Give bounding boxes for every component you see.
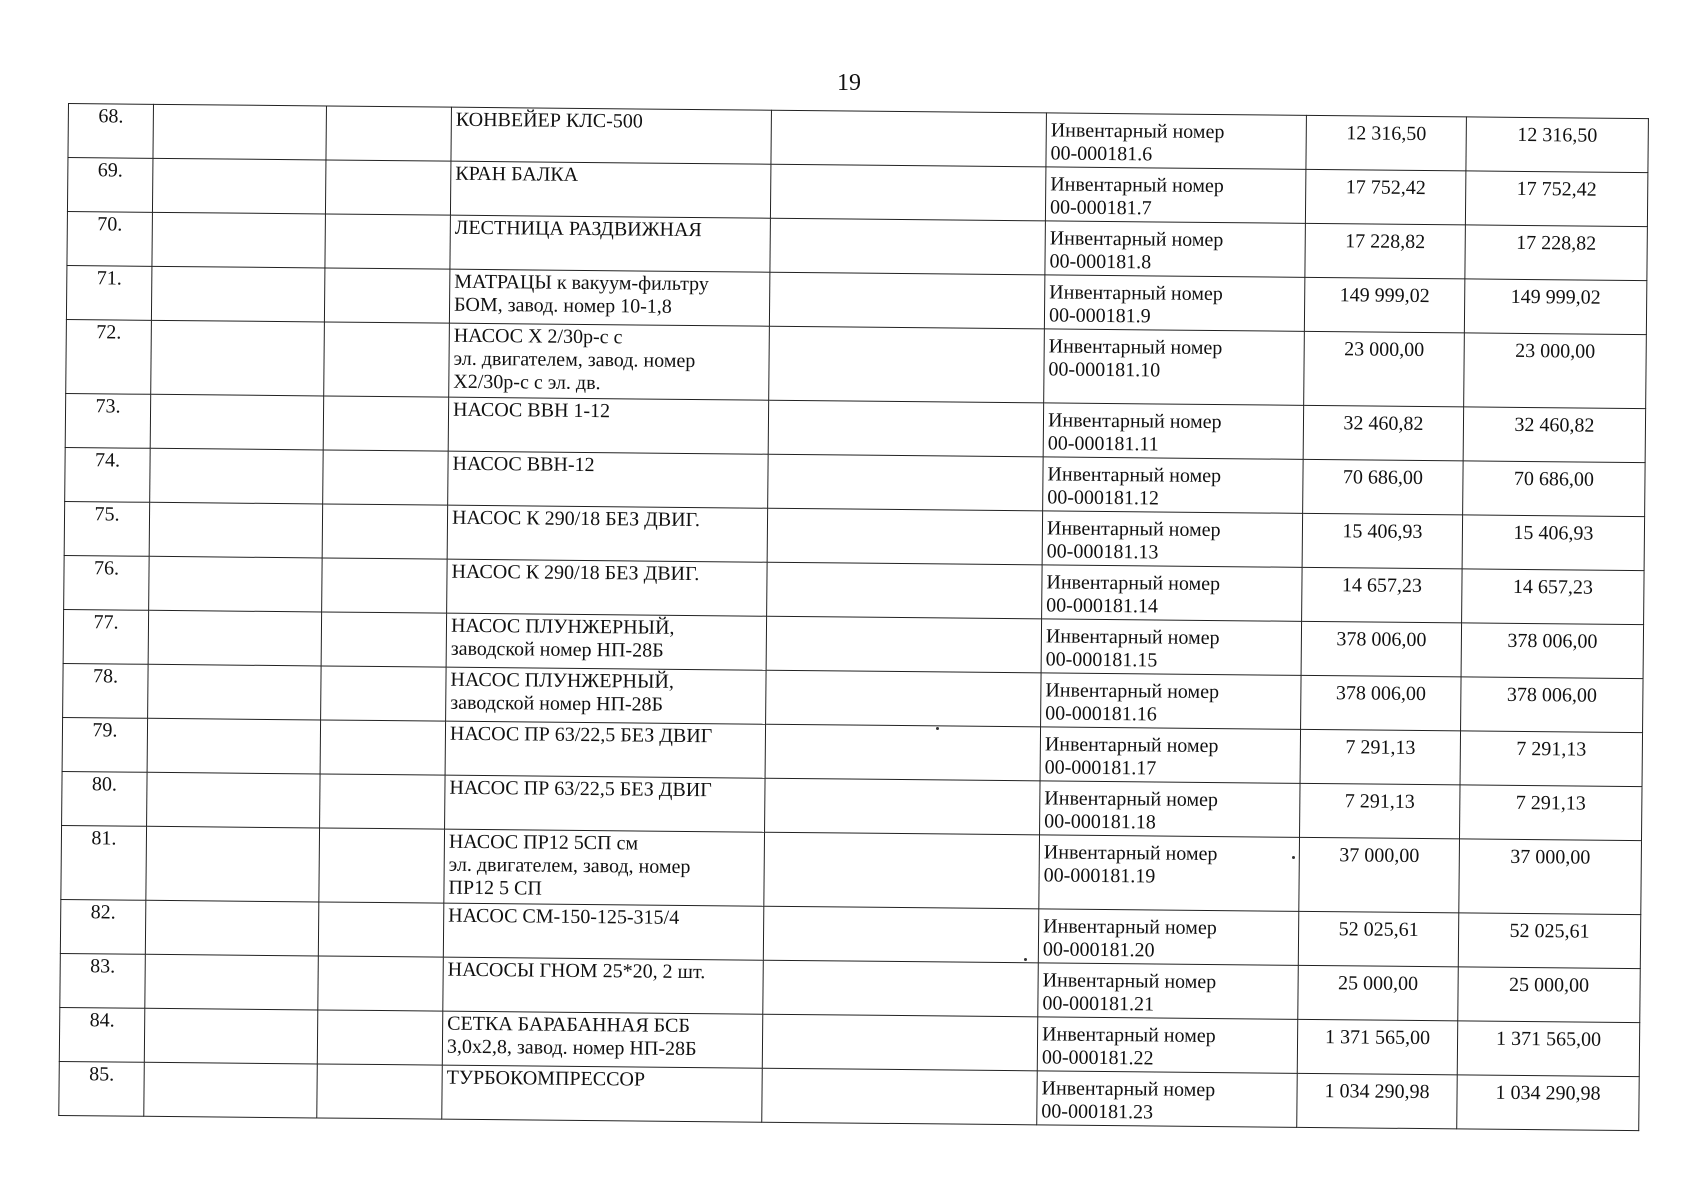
item-name-line: НАСОС Х 2/30р-с с [453,324,623,349]
inventory-cell [1038,909,1299,965]
empty-cell [768,400,1044,457]
empty-cell [153,104,327,160]
item-name-cell [442,1065,763,1122]
inventory-label: Инвентарный номер [1043,915,1217,940]
empty-cell [766,670,1042,727]
empty-cell [322,504,448,559]
empty-cell [321,666,447,721]
inventory-number: 00-000181.20 [1042,938,1155,962]
item-name-line: ПР12 5 СП [448,876,542,900]
scan-speck [936,727,939,730]
empty-cell [147,772,321,828]
item-name-line: НАСОС ПЛУНЖЕРНЫЙ, [450,614,675,639]
empty-cell [325,214,451,269]
amount-total-cell: 12 316,50 [1466,117,1649,173]
item-name-line: НАСОС ВВН 1-12 [452,398,611,423]
amount-cell: 378 006,00 [1301,621,1462,677]
row-number-cell: 76. [64,555,150,610]
row-number-cell: 69. [67,158,153,213]
amount-cell: 378 006,00 [1301,675,1462,731]
amount-total-cell: 149 999,02 [1464,279,1647,335]
item-name-line: эл. двигателем, завод, номер [448,853,691,879]
empty-cell [151,320,325,396]
row-number-cell: 70. [67,211,153,266]
row-number-cell: 85. [59,1061,145,1116]
item-name-line: НАСОСЫ ГНОМ 25*20, 2 шт. [447,958,706,984]
empty-cell [148,664,322,720]
amount-total-cell: 378 006,00 [1461,677,1644,733]
item-name-cell [442,1011,763,1068]
amount-cell: 32 460,82 [1303,405,1464,461]
inventory-cell [1043,457,1304,513]
amount-cell: 17 752,42 [1305,169,1466,225]
item-name-cell [443,903,764,960]
amount-cell: 70 686,00 [1303,459,1464,515]
inventory-label: Инвентарный номер [1050,173,1224,198]
scan-speck [1024,958,1027,961]
inventory-cell [1044,275,1305,331]
item-name-line: НАСОС К 290/18 БЕЗ ДВИГ. [451,560,700,586]
empty-cell [318,902,444,957]
item-name-line: Х2/30р-с с эл. дв. [453,370,601,395]
inventory-number: 00-000181.12 [1047,486,1160,510]
empty-cell [770,218,1046,275]
empty-cell [152,158,326,214]
empty-cell [317,1064,443,1119]
empty-cell [765,778,1041,835]
inventory-cell [1041,673,1302,729]
item-name-line: ТУРБОКОМПРЕССОР [446,1066,646,1091]
inventory-label: Инвентарный номер [1049,281,1223,306]
amount-total-cell: 378 006,00 [1461,623,1644,679]
amount-cell: 149 999,02 [1304,277,1465,333]
empty-cell [767,562,1043,619]
inventory-cell [1046,113,1307,169]
item-name-cell [443,957,764,1014]
inventory-number: 00-000181.16 [1045,702,1157,726]
inventory-label: Инвентарный номер [1045,625,1220,650]
empty-cell [326,106,452,161]
amount-total-cell: 17 752,42 [1465,171,1648,227]
amount-cell: 25 000,00 [1298,965,1459,1021]
item-name-line: ЛЕСТНИЦА РАЗДВИЖНАЯ [454,216,702,242]
item-name-cell [445,775,766,832]
amount-total-cell: 1 034 290,98 [1457,1075,1640,1131]
amount-cell: 1 034 290,98 [1297,1073,1458,1129]
item-name-cell [449,269,770,326]
row-number-cell: 78. [63,663,149,718]
item-name-cell [450,161,771,218]
empty-cell [150,448,324,504]
inventory-cell [1037,1071,1298,1127]
empty-cell [148,610,322,666]
inventory-cell [1044,329,1305,405]
item-name-line: БОМ, завод. номер 10-1,8 [453,293,672,318]
amount-total-cell: 17 228,82 [1465,225,1648,281]
item-name-line: НАСОС ВВН-12 [452,452,595,477]
inventory-number: 00-000181.14 [1046,594,1158,618]
row-number-cell: 81. [61,825,147,900]
amount-cell: 7 291,13 [1300,729,1461,785]
row-number-cell: 80. [62,771,148,826]
inventory-cell [1039,835,1300,911]
inventory-cell [1042,511,1303,567]
inventory-cell [1045,167,1306,223]
row-number-cell: 79. [62,717,148,772]
row-number-cell: 73. [65,393,151,448]
empty-cell [319,828,445,903]
inventory-number: 00-000181.6 [1050,142,1153,166]
row-number-cell: 74. [65,447,151,502]
item-name-line: 3,0х2,8, завод. номер НП-28Б [446,1035,697,1061]
inventory-cell [1040,781,1301,837]
item-name-line: эл. двигателем, завод. номер [453,347,696,373]
item-name-cell [449,323,770,400]
empty-cell [323,450,449,505]
empty-cell [768,454,1044,511]
inventory-label: Инвентарный номер [1047,463,1222,488]
amount-total-cell: 23 000,00 [1464,333,1647,409]
empty-cell [151,266,325,322]
row-number-cell: 77. [63,609,149,664]
amount-total-cell: 25 000,00 [1458,967,1641,1023]
empty-cell [323,396,449,451]
amount-cell: 17 228,82 [1305,223,1466,279]
empty-cell [769,272,1045,329]
empty-cell [149,502,323,558]
row-number-cell: 72. [66,319,152,394]
inventory-label: Инвентарный номер [1049,227,1224,252]
amount-cell: 14 657,23 [1302,567,1463,623]
empty-cell [764,832,1040,909]
empty-cell [771,110,1047,167]
amount-cell: 12 316,50 [1306,115,1467,171]
empty-cell [318,956,444,1011]
inventory-number: 00-000181.11 [1047,432,1159,456]
inventory-number: 00-000181.8 [1049,250,1152,274]
item-name-line: СЕТКА БАРАБАННАЯ БСБ [447,1012,691,1038]
row-number-cell: 84. [59,1007,145,1062]
empty-cell [145,954,319,1010]
inventory-label: Инвентарный номер [1047,409,1222,434]
inventory-table [58,103,1649,1131]
empty-cell [762,1014,1038,1071]
empty-cell [769,326,1045,403]
inventory-number: 00-000181.15 [1045,648,1158,672]
item-name-line: КОНВЕЙЕР КЛС-500 [455,108,643,133]
inventory-number: 00-000181.18 [1044,810,1156,834]
amount-total-cell: 70 686,00 [1463,461,1646,517]
inventory-label: Инвентарный номер [1050,119,1225,144]
inventory-number: 00-000181.22 [1041,1046,1154,1070]
item-name-line: МАТРАЦЫ к вакуум-фильтру [454,270,709,296]
inventory-number: 00-000181.9 [1048,304,1151,328]
inventory-label: Инвентарный номер [1044,787,1219,812]
row-number-cell: 82. [60,899,146,954]
inventory-cell [1037,1017,1298,1073]
item-name-cell [448,397,769,454]
row-number-cell: 83. [60,953,146,1008]
amount-cell: 37 000,00 [1299,837,1460,913]
empty-cell [322,558,448,613]
item-name-line: НАСОС ПР12 5СП см [448,830,639,855]
amount-cell: 52 025,61 [1298,911,1459,967]
item-name-cell [450,215,771,272]
amount-total-cell: 14 657,23 [1462,569,1645,625]
empty-cell [147,718,321,774]
item-name-cell [445,721,766,778]
item-name-cell [451,107,772,164]
empty-cell [324,322,450,397]
inventory-label: Инвентарный номер [1042,969,1217,994]
amount-cell: 7 291,13 [1300,783,1461,839]
amount-cell: 23 000,00 [1304,331,1465,407]
inventory-label: Инвентарный номер [1041,1023,1216,1048]
item-name-cell [446,613,767,670]
inventory-label: Инвентарный номер [1048,335,1223,360]
row-number-cell: 71. [66,265,152,320]
empty-cell [320,774,446,829]
inventory-cell [1045,221,1306,277]
empty-cell [766,616,1042,673]
inventory-label: Инвентарный номер [1046,571,1221,596]
inventory-cell [1041,619,1302,675]
item-name-line: НАСОС ПЛУНЖЕРНЫЙ, [450,668,675,693]
empty-cell [144,1062,318,1118]
amount-total-cell: 1 371 565,00 [1457,1021,1640,1077]
item-name-line: заводской номер НП-28Б [450,637,664,662]
empty-cell [321,612,447,667]
empty-cell [149,556,323,612]
inventory-number: 00-000181.10 [1048,358,1161,382]
inventory-cell [1043,403,1304,459]
table-body [59,104,1649,1131]
amount-total-cell: 32 460,82 [1463,407,1646,463]
amount-cell: 15 406,93 [1302,513,1463,569]
empty-cell [770,164,1046,221]
item-name-cell [448,451,769,508]
empty-cell [767,508,1043,565]
item-name-cell [444,829,765,906]
empty-cell [763,906,1039,963]
inventory-number: 00-000181.17 [1044,756,1157,780]
empty-cell [762,1068,1038,1125]
empty-cell [325,160,451,215]
inventory-table-wrapper [58,103,1649,1131]
inventory-number: 00-000181.21 [1042,992,1155,1016]
row-number-cell: 75. [64,501,150,556]
inventory-label: Инвентарный номер [1043,841,1218,866]
empty-cell [320,720,446,775]
inventory-number: 00-000181.13 [1046,540,1159,564]
inventory-number: 00-000181.7 [1049,196,1152,220]
item-name-cell [447,505,768,562]
empty-cell [144,1008,318,1064]
empty-cell [145,900,319,956]
empty-cell [150,394,324,450]
empty-cell [146,826,320,902]
inventory-label: Инвентарный номер [1045,679,1220,704]
amount-total-cell: 7 291,13 [1460,731,1643,787]
empty-cell [324,268,450,323]
inventory-number: 00-000181.23 [1041,1100,1154,1124]
inventory-label: Инвентарный номер [1041,1077,1216,1102]
inventory-cell [1042,565,1303,621]
item-name-line: НАСОС К 290/18 БЕЗ ДВИГ. [451,506,700,532]
amount-cell: 1 371 565,00 [1297,1019,1458,1075]
inventory-label: Инвентарный номер [1044,733,1219,758]
empty-cell [763,960,1039,1017]
page-number: 19 [837,70,861,96]
item-name-line: КРАН БАЛКА [455,162,579,186]
item-name-line: заводской номер НП-28Б [450,691,664,716]
inventory-label: Инвентарный номер [1046,517,1221,542]
empty-cell [317,1010,443,1065]
row-number-cell: 68. [68,104,154,159]
amount-total-cell: 7 291,13 [1460,785,1643,841]
item-name-cell [447,559,768,616]
amount-total-cell: 15 406,93 [1462,515,1645,571]
inventory-cell [1040,727,1301,783]
empty-cell [152,212,326,268]
amount-total-cell: 52 025,61 [1458,913,1641,969]
item-name-line: НАСОС ПР 63/22,5 БЕЗ ДВИГ [449,722,713,748]
item-name-cell [446,667,767,724]
item-name-line: НАСОС ПР 63/22,5 БЕЗ ДВИГ [449,776,712,802]
item-name-line: НАСОС СМ-150-125-315/4 [448,904,680,929]
inventory-number: 00-000181.19 [1043,864,1156,888]
scan-speck [1292,856,1295,859]
amount-total-cell: 37 000,00 [1459,839,1642,915]
inventory-cell [1038,963,1299,1019]
empty-cell [765,724,1041,781]
